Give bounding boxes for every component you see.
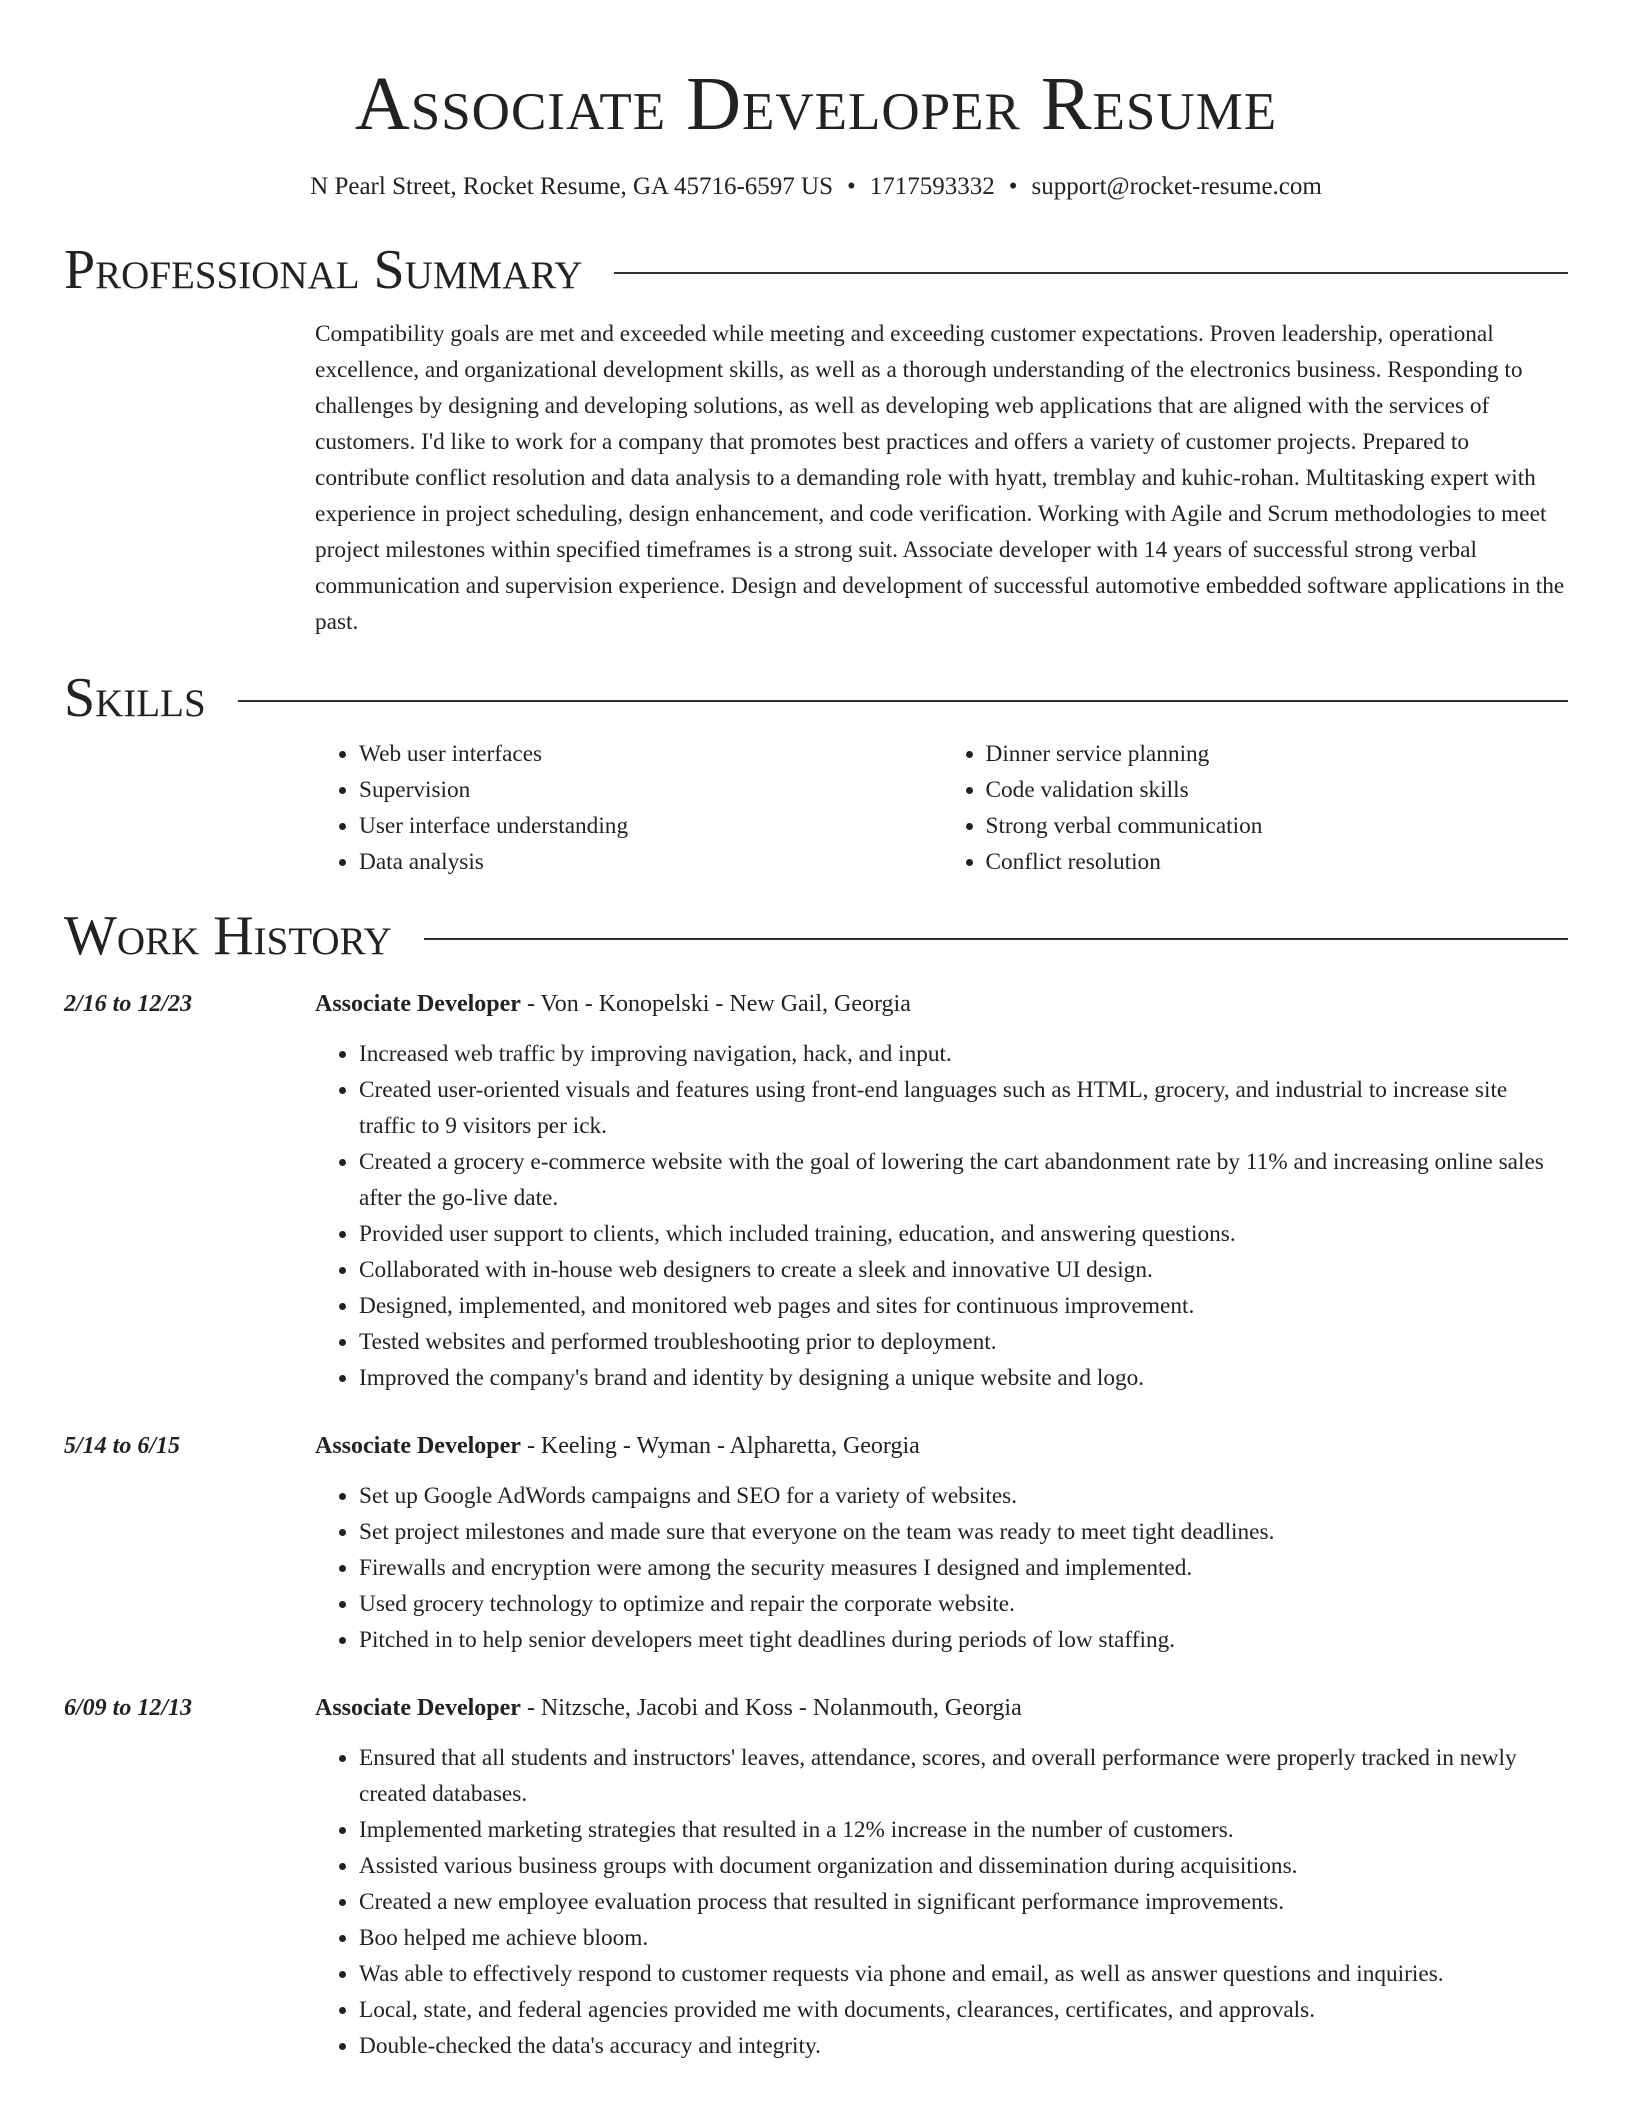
job-entry <box>64 986 1568 1396</box>
skill-item: • Conflict resolution <box>986 844 1569 880</box>
contact-separator: • <box>847 173 856 200</box>
job-dates: 5/14 to 6/15 <box>64 1433 181 1459</box>
summary-text: Compatibility goals are met and exceeded while meeting and exceeding customer expectations. Proven leadership, operational excellence, and organizational development skills, as well as a thorough understanding of the electronics business. Responding to challenges by designing and developing solutions, as well as developing web applications that are aligned with the services of customers. I'd like to work for a company that promotes best practices and offers a variety of customer projects. Prepared to contribute conflict resolution and data analysis to a demanding role with hyatt, tremblay and kuhic-rohan. Multitasking expert with experience in project scheduling, design enhancement, and code verification. Working with Agile and Scrum methodologies to meet project milestones within specified timeframes is a strong suit. Associate developer with 14 years of successful strong verbal communication and supervision experience. Design and development of successful automotive embedded software applications in the past. <box>315 321 1565 635</box>
resume-title: Associate Developer Resume <box>354 62 1278 146</box>
job-bullet: • Designed, implemented, and monitored web pages and sites for continuous improvement. <box>359 1288 1568 1324</box>
contact-phone: 1717593332 <box>869 173 995 200</box>
job-bullet: • Firewalls and encryption were among the security measures I designed and implemented. <box>359 1550 1568 1586</box>
job-header <box>315 986 1568 1022</box>
resume-page <box>64 0 1568 2064</box>
job-header <box>315 1428 1568 1464</box>
contact-email: support@rocket-resume.com <box>1031 173 1322 200</box>
job-bullet: • Improved the company's brand and identity by designing a unique website and logo. <box>359 1360 1568 1396</box>
job-dates: 6/09 to 12/13 <box>64 1695 193 1721</box>
skills-list <box>315 736 1568 880</box>
job-bullets <box>315 1036 1568 1396</box>
job-title: Associate Developer <box>315 1433 521 1459</box>
job-employer-location: - Keeling - Wyman - Alpharetta, Georgia <box>520 1433 920 1459</box>
skill-item: • Dinner service planning <box>986 736 1569 772</box>
section-divider <box>614 272 1568 274</box>
job-bullet: • Created a grocery e-commerce website with the goal of lowering the cart abandonment rate by 11% and increasing online sales after the go-live date. <box>359 1144 1568 1216</box>
contact-address: N Pearl Street, Rocket Resume, GA 45716-6597 US <box>310 173 834 200</box>
skill-item: • Data analysis <box>359 844 942 880</box>
section-divider <box>238 700 1568 702</box>
job-bullet: • Assisted various business groups with document organization and dissemination during acquisitions. <box>359 1848 1568 1884</box>
job-bullet: • Used grocery technology to optimize and repair the corporate website. <box>359 1586 1568 1622</box>
skills-section-header <box>64 666 1568 730</box>
job-bullet: • Boo helped me achieve bloom. <box>359 1920 1568 1956</box>
contact-line <box>64 170 1568 204</box>
job-header <box>315 1690 1568 1726</box>
work-heading: Work History <box>64 905 392 967</box>
job-bullet: • Created user-oriented visuals and features using front-end languages such as HTML, grocery, and industrial to increase site traffic to 9 visitors per ick. <box>359 1072 1568 1144</box>
job-body <box>315 1690 1568 2064</box>
job-body <box>315 986 1568 1396</box>
skills-heading: Skills <box>64 667 206 729</box>
skill-item: • Strong verbal communication <box>986 808 1569 844</box>
job-bullet: • Implemented marketing strategies that resulted in a 12% increase in the number of customers. <box>359 1812 1568 1848</box>
job-employer-location: - Nitzsche, Jacobi and Koss - Nolanmouth, Georgia <box>520 1695 1022 1721</box>
skill-item: • Supervision <box>359 772 942 808</box>
job-entry <box>64 1428 1568 1658</box>
job-employer-location: - Von - Konopelski - New Gail, Georgia <box>520 991 911 1017</box>
skill-item: • Web user interfaces <box>359 736 942 772</box>
job-entry <box>64 1690 1568 2064</box>
summary-section-header <box>64 238 1568 302</box>
contact-separator: • <box>1008 173 1018 200</box>
job-bullet: • Was able to effectively respond to customer requests via phone and email, as well as answer questions and inquiries. <box>359 1956 1568 1992</box>
job-title: Associate Developer <box>315 991 521 1017</box>
job-bullet: • Tested websites and performed troubleshooting prior to deployment. <box>359 1324 1568 1360</box>
job-bullet: • Increased web traffic by improving navigation, hack, and input. <box>359 1036 1568 1072</box>
job-bullet: • Local, state, and federal agencies provided me with documents, clearances, certificates, and approvals. <box>359 1992 1568 2028</box>
job-bullets <box>315 1740 1568 2064</box>
job-bullet: • Ensured that all students and instructors' leaves, attendance, scores, and overall performance were properly tracked in newly created databases. <box>359 1740 1568 1812</box>
job-bullets <box>315 1478 1568 1658</box>
job-title: Associate Developer <box>315 1695 521 1721</box>
job-body <box>315 1428 1568 1658</box>
work-section-header <box>64 904 1568 968</box>
job-bullet: • Double-checked the data's accuracy and integrity. <box>359 2028 1568 2064</box>
job-bullet: • Collaborated with in-house web designers to create a sleek and innovative UI design. <box>359 1252 1568 1288</box>
job-dates: 2/16 to 12/23 <box>64 991 193 1017</box>
skill-item: • User interface understanding <box>359 808 942 844</box>
skill-item: • Code validation skills <box>986 772 1569 808</box>
job-bullet: • Created a new employee evaluation process that resulted in significant performance improvements. <box>359 1884 1568 1920</box>
skills-column-right <box>942 736 1569 880</box>
job-bullet: • Set project milestones and made sure that everyone on the team was ready to meet tight deadlines. <box>359 1514 1568 1550</box>
job-bullet: • Provided user support to clients, which included training, education, and answering questions. <box>359 1216 1568 1252</box>
skills-column-left <box>315 736 942 880</box>
summary-heading: Professional Summary <box>64 239 583 301</box>
job-bullet: • Set up Google AdWords campaigns and SEO for a variety of websites. <box>359 1478 1568 1514</box>
section-divider <box>424 938 1568 940</box>
job-bullet: • Pitched in to help senior developers meet tight deadlines during periods of low staffing. <box>359 1622 1568 1658</box>
